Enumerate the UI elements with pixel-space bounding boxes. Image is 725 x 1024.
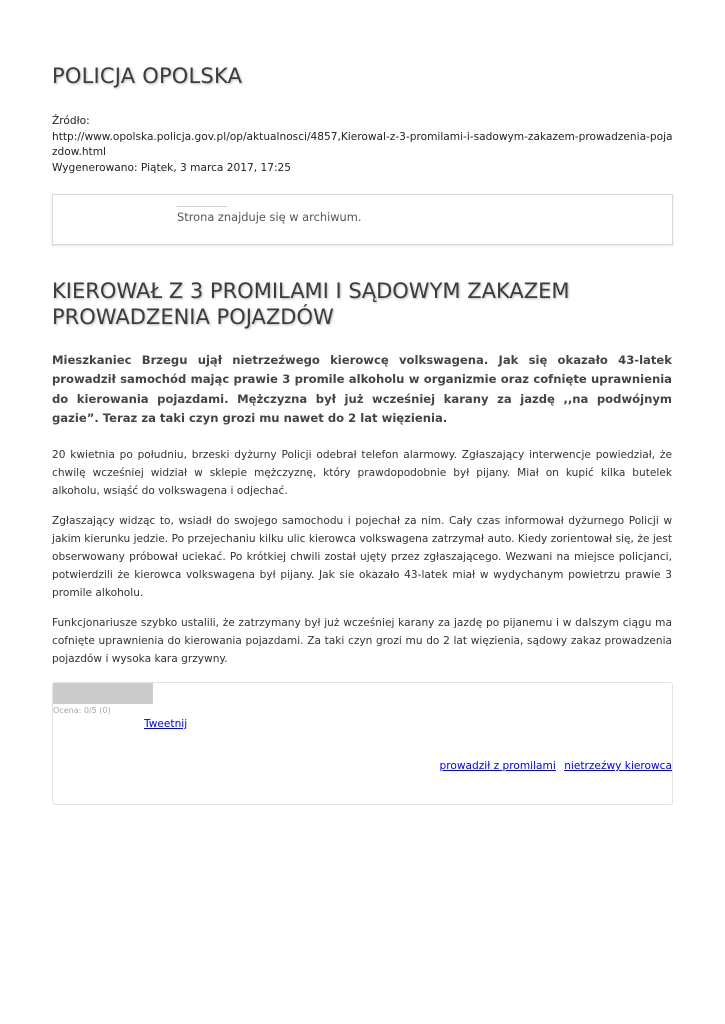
document-meta: [52, 114, 674, 176]
source-label: Źródło:: [52, 115, 90, 127]
article-paragraph: 20 kwietnia po południu, brzeski dyżurny Policji odebrał telefon alarmowy. Zgłaszający interwencje powiedział, że chwilę wcześniej widział w sklepie mężczyznę, który prawdopodobnie był pijany. Miał on kupić kilka butelek alkoholu, wsiąść do volkswagena i odjechać.: [52, 449, 672, 497]
divider: [177, 206, 227, 207]
article-lead: Mieszkaniec Brzegu ujął nietrzeźwego kierowcę volkswagena. Jak się okazało 43-latek prowadził samochód mając prawie 3 promile alkoholu w organizmie oraz cofnięte uprawnienia do kierowania pojazdami. Mężczyzna był już wcześniej karany za jazdę ,,na podwójnym gazie”. Teraz za taki czyn grozi mu nawet do 2 lat więzienia.: [52, 353, 672, 425]
tweet-link[interactable]: Tweetnij: [144, 718, 188, 730]
site-title: POLICJA OPOLSKA: [52, 64, 243, 88]
article-paragraph: Funkcjonariusze szybko ustalili, że zatrzymany był już wcześniej karany za jazdę po pijanemu i w dalszym ciągu ma cofnięte uprawnienia do kierowania pojazdami. Za taki czyn grozi mu do 2 lat więzienia, sądowy zakaz prowadzenia pojazdów i wysoka kara grzywny.: [52, 617, 672, 665]
rating-label: Ocena: 0/5 (0): [53, 706, 111, 715]
tag-list: [435, 760, 673, 772]
article-paragraph: Zgłaszający widząc to, wsiadł do swojego samochodu i pojechał za nim. Cały czas informował dyżurnego Policji w jakim kierunku jedzie. Po przejechaniu kilku ulic kierowca volkswagena zatrzymał auto. Kiedy zorientował się, że jest obserwowany próbował uciekać. Po krótkiej chwili został ujęty przez zgłaszającego. Wezwani na miejsce policjanci, potwierdzili że kierowca volkswagena był pijany. Jak sie okazało 43-latek miał w wydychanym powietrzu prawie 3 promile alkoholu.: [52, 515, 672, 599]
tag-link-nietrzezwy-kierowca[interactable]: nietrzeźwy kierowca: [564, 760, 672, 772]
rating-share-box: [52, 682, 673, 805]
archive-notice: Strona znajduje się w archiwum.: [177, 210, 362, 224]
article-title: KIEROWAŁ Z 3 PROMILAMI I SĄDOWYM ZAKAZEM PROWADZENIA POJAZDÓW: [52, 279, 570, 329]
rating-stars-bar[interactable]: [53, 683, 153, 704]
tag-link-prowadzil-z-promilami[interactable]: prowadził z promilami: [439, 760, 556, 772]
source-url: http://www.opolska.policja.gov.pl/op/aktualnosci/4857,Kierowal-z-3-promilami-i-sadowym-zakazem-prowadzenia-pojazdow.html: [52, 130, 673, 158]
article-body: [52, 446, 672, 680]
archive-notice-box: [52, 194, 673, 245]
generated-date: Wygenerowano: Piątek, 3 marca 2017, 17:25: [52, 161, 292, 174]
